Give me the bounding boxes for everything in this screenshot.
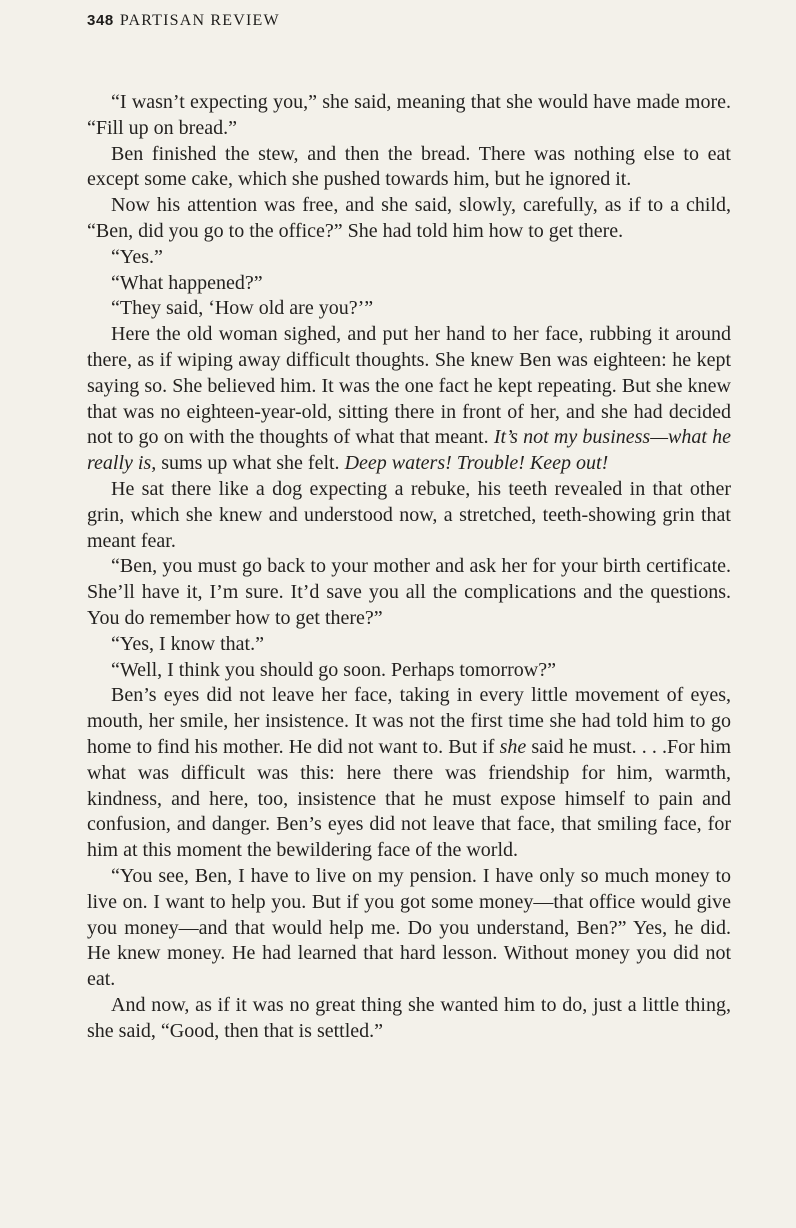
paragraph	[87, 322, 731, 477]
text-run: “Well, I think you should go soon. Perhaps tomorrow?”	[111, 658, 556, 681]
journal-title: PARTISAN REVIEW	[119, 12, 280, 29]
paragraph	[87, 864, 731, 993]
text-run: “Yes.”	[111, 245, 163, 268]
paragraph	[87, 993, 731, 1045]
text-run: sums up what she felt.	[156, 452, 345, 475]
body-text	[87, 90, 731, 1044]
text-run: “Ben, you must go back to your mother and ask her for your birth certificate. She’ll have it, I’m sure. It’d save you all the complications and the questions. You do remember how to get there?”	[87, 555, 731, 629]
italic-run: Deep waters! Trouble! Keep out!	[344, 452, 609, 475]
text-run: Now his attention was free, and she said, slowly, carefully, as if to a child, “Ben, did you go to the office?” She had told him how to get there.	[87, 194, 731, 242]
text-run: “I wasn’t expecting you,” she said, meaning that she would have made more. “Fill up on bread.”	[87, 91, 731, 139]
paragraph	[87, 90, 731, 142]
text-run: And now, as if it was no great thing she wanted him to do, just a little thing, she said, “Good, then that is settled.”	[87, 993, 731, 1042]
text-run: “They said, ‘How old are you?’”	[111, 297, 374, 320]
paragraph	[87, 271, 731, 297]
text-run: “What happened?”	[111, 271, 263, 294]
paragraph	[87, 245, 731, 271]
paragraph	[87, 477, 731, 554]
text-run: “You see, Ben, I have to live on my pension. I have only so much money to live on. I want to help you. But if you got some money—that office would give you money—and that would help me. Do you understand, Ben?” Yes, he did. He knew money. He had learned that hard lesson. Without money you did not eat.	[87, 864, 731, 991]
paragraph	[87, 683, 731, 864]
paragraph	[87, 142, 731, 194]
text-run: Here the old woman sighed, and put her hand to her face, rubbing it around there, as if wiping away difficult thoughts. She knew Ben was eighteen: he kept saying so. She believed him. It was the one fact he kept repeating. But she knew that was no eighteen-year-old, sitting there in front of her, and she had decided not to go on with the thoughts of what that meant.	[87, 323, 731, 449]
text-run: said he must. . . .For him what was difficult was this: here there was friendship for him, warmth, kindness, and here, too, insistence that he must expose himself to pain and confusion, and danger. Ben’s eyes did not leave that face, that smiling face, for him at this moment the bewildering face of the world.	[87, 735, 732, 862]
italic-run: It’s not my business—what he really is,	[87, 426, 731, 475]
paragraph	[87, 632, 731, 658]
italic-run: she	[499, 735, 527, 758]
paragraph	[87, 554, 731, 631]
text-run: He sat there like a dog expecting a rebuke, his teeth revealed in that other grin, which she knew and understood now, a stretched, teeth-showing grin that meant fear.	[87, 477, 731, 552]
paragraph	[87, 658, 731, 684]
text-run: “Yes, I know that.”	[111, 632, 264, 655]
running-header	[87, 12, 280, 30]
text-run: Ben finished the stew, and then the bread. There was nothing else to eat except some cake, which she pushed towards him, but he ignored it.	[87, 142, 731, 191]
page-number: 348	[87, 12, 114, 29]
paragraph	[87, 296, 731, 322]
paragraph	[87, 193, 731, 245]
text-run: Ben’s eyes did not leave her face, taking in every little movement of eyes, mouth, her smile, her insistence. It was not the first time she had told him to go home to find his mother. He did not want to. But if	[87, 684, 731, 758]
